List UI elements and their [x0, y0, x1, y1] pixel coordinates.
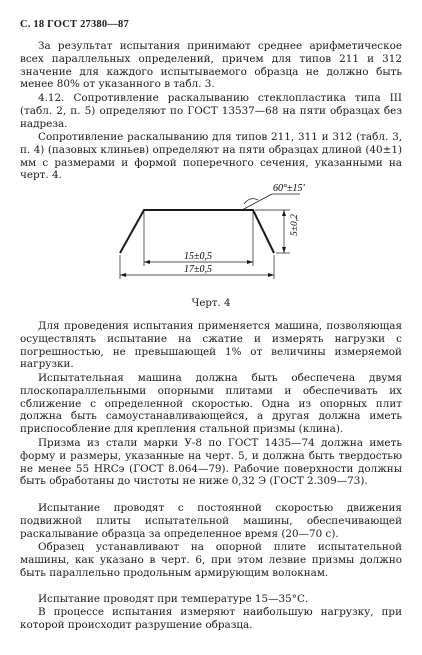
bottom-width-arrow-right — [268, 273, 274, 277]
angle-label: 60°±15' — [273, 183, 305, 194]
height-arrow-top — [282, 210, 286, 216]
paragraph-machine: Для проведения испытания применяется машина, позволяющая осуществлять испытание на сжатие и измерять нагрузки с погрешностью, не превышающей 1% от величины измеряемой нагрузки. — [20, 320, 402, 371]
top-width-arrow-left — [144, 260, 150, 264]
paragraph-max-load: В процессе испытания измеряют наибольшую нагрузку, при которой происходит разрушение образца. — [20, 606, 402, 631]
top-width-arrow-right — [247, 260, 253, 264]
height-arrow-bottom — [282, 247, 286, 253]
height-label: 5±0,2 — [290, 214, 300, 236]
paragraph-temperature: Испытание проводят при температуре 15—35°С. — [38, 593, 309, 605]
top-width-label: 15±0,5 — [184, 251, 212, 262]
bottom-width-arrow-left — [120, 273, 126, 277]
bottom-width-label: 17±0,5 — [184, 264, 212, 275]
paragraph-4-12: 4.12. Сопротивление раскалыванию стеклопластика типа III (табл. 2, п. 5) определяют по ГОСТ 13537—68 на пяти образцах без надреза. — [20, 92, 402, 130]
paragraph-speed: Испытание проводят с постоянной скоростью движения подвижной плиты испытательной машины, обеспечивающей раскалывание образца за определенное время (20—70 с). — [20, 502, 402, 540]
paragraph-prism: Призма из стали марки У-8 по ГОСТ 1435—74 должна иметь форму и размеры, указанные на черт. 5, и должна быть твердостью не менее 55 HRCэ (ГОСТ 8.064—79). Рабочие поверхности должны быть обработаны до чистоты не ниже 0,32 Э (ГОСТ 2.309—73). — [20, 437, 402, 488]
angle-leader-line — [242, 194, 272, 210]
figure-cross-section — [0, 0, 422, 300]
figure-caption: Черт. 4 — [191, 298, 231, 309]
paragraph-specimen-placement: Образец устанавливают на опорной плите испытательной машины, как указано в черт. 6, при этом лезвие призмы должно быть параллельно продольным армирующим волокнам. — [20, 541, 402, 579]
paragraph-split-resistance: Сопротивление раскалыванию для типов 211, 311 и 312 (табл. 3, п. 4) (пазовых клиньев) определяют на пяти образцах длиной (40±1) мм с размерами и формой поперечного сечения, указанными на черт. 4. — [20, 131, 402, 182]
angle-arc — [244, 199, 258, 204]
specimen-profile — [120, 210, 274, 253]
paragraph-plates: Испытательная машина должна быть обеспечена двумя плоскопараллельными опорными плитами и обеспечивать их сближение с определенной скоростью. Одна из опорных плит должна быть самоустанавливающейся, а другая должна иметь приспособление для крепления стальной призмы (клина). — [20, 372, 402, 436]
page-header: С. 18 ГОСТ 27380—87 — [20, 19, 129, 30]
paragraph-result: За результат испытания принимают среднее арифметическое всех параллельных определений, причем для типов 211 и 312 значение для каждого испытываемого образца не должно быть менее 80% от указанного в табл. 3. — [20, 40, 402, 91]
